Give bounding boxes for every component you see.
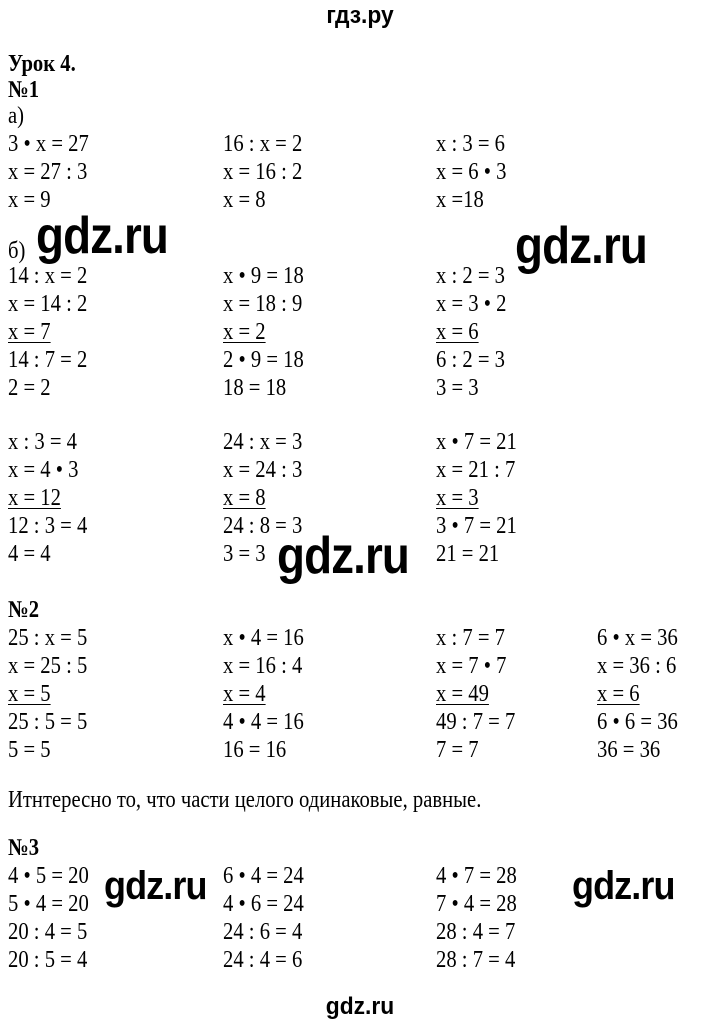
- equation: x : 7 = 7: [436, 625, 505, 651]
- equation: x = 24 : 3: [223, 457, 303, 483]
- equation-answer: x = 2: [223, 319, 266, 345]
- equation: 4 • 7 = 28: [436, 863, 517, 889]
- equation: 6 • 4 = 24: [223, 863, 304, 889]
- equation-answer: x = 4: [223, 681, 266, 707]
- equation: x = 6 • 3: [436, 159, 507, 185]
- equation-check: 25 : 5 = 5: [8, 709, 88, 735]
- equation-check: 4 • 4 = 16: [223, 709, 304, 735]
- task1-part-b-label: б): [8, 238, 26, 264]
- equation: 4 • 5 = 20: [8, 863, 89, 889]
- watermark: gdz.ru: [277, 527, 409, 585]
- equation-check: 49 : 7 = 7: [436, 709, 516, 735]
- equation-answer: x = 8: [223, 485, 266, 511]
- equation: x = 16 : 2: [223, 159, 303, 185]
- equation-check: 5 = 5: [8, 737, 51, 763]
- equation: 5 • 4 = 20: [8, 891, 89, 917]
- equation: x = 21 : 7: [436, 457, 516, 483]
- equation: x = 14 : 2: [8, 291, 88, 317]
- equation-check: 2 = 2: [8, 375, 51, 401]
- equation: x • 7 = 21: [436, 429, 517, 455]
- equation: x = 4 • 3: [8, 457, 79, 483]
- equation: 20 : 5 = 4: [8, 947, 88, 973]
- task1-part-a-label: а): [8, 103, 25, 129]
- watermark: gdz.ru: [104, 864, 207, 908]
- equation-check: 3 • 7 = 21: [436, 513, 517, 539]
- equation-answer: x = 6: [597, 681, 640, 707]
- equation: 6 • x = 36: [597, 625, 678, 651]
- equation: x = 16 : 4: [223, 653, 303, 679]
- equation: 24 : 4 = 6: [223, 947, 303, 973]
- equation-check: 2 • 9 = 18: [223, 347, 304, 373]
- equation: 24 : x = 3: [223, 429, 303, 455]
- equation: 3 • x = 27: [8, 131, 89, 157]
- equation: x : 3 = 4: [8, 429, 77, 455]
- equation: 24 : 6 = 4: [223, 919, 303, 945]
- equation-check: 6 • 6 = 36: [597, 709, 678, 735]
- equation: 25 : x = 5: [8, 625, 88, 651]
- task1-label: №1: [8, 77, 40, 103]
- watermark: gdz.ru: [36, 207, 168, 265]
- equation-answer: x = 6: [436, 319, 479, 345]
- equation: 14 : x = 2: [8, 263, 88, 289]
- equation-check: 21 = 21: [436, 541, 500, 567]
- equation-check: 12 : 3 = 4: [8, 513, 88, 539]
- equation-answer: x = 5: [8, 681, 51, 707]
- equation-answer: x = 49: [436, 681, 489, 707]
- equation-check: 7 = 7: [436, 737, 479, 763]
- equation: 16 : x = 2: [223, 131, 303, 157]
- equation-answer: x = 3: [436, 485, 479, 511]
- equation-check: 24 : 8 = 3: [223, 513, 303, 539]
- equation: 20 : 4 = 5: [8, 919, 88, 945]
- task3-label: №3: [8, 835, 40, 861]
- equation: x = 7 • 7: [436, 653, 507, 679]
- watermark: gdz.ru: [572, 864, 675, 908]
- equation-check: 3 = 3: [223, 541, 266, 567]
- equation: 7 • 4 = 28: [436, 891, 517, 917]
- task2-note: Итнтересно то, что части целого одинаковые, равные.: [8, 787, 482, 813]
- equation: 28 : 7 = 4: [436, 947, 516, 973]
- footer-watermark: gdz.ru: [325, 993, 395, 1020]
- equation-answer: x = 7: [8, 319, 51, 345]
- equation-check: 4 = 4: [8, 541, 51, 567]
- equation-check: 6 : 2 = 3: [436, 347, 505, 373]
- equation: x • 4 = 16: [223, 625, 304, 651]
- lesson-title: Урок 4.: [8, 51, 76, 77]
- equation: x : 2 = 3: [436, 263, 505, 289]
- equation-check: 16 = 16: [223, 737, 287, 763]
- equation-check: 14 : 7 = 2: [8, 347, 88, 373]
- equation: x = 9: [8, 187, 51, 213]
- equation: x = 8: [223, 187, 266, 213]
- equation-check: 36 = 36: [597, 737, 661, 763]
- header-watermark: гдз.ру: [326, 2, 394, 29]
- equation-check: 3 = 3: [436, 375, 479, 401]
- equation: x = 18 : 9: [223, 291, 303, 317]
- equation-check: 18 = 18: [223, 375, 287, 401]
- equation: x = 36 : 6: [597, 653, 677, 679]
- task2-label: №2: [8, 597, 40, 623]
- equation: x : 3 = 6: [436, 131, 505, 157]
- equation: x = 25 : 5: [8, 653, 88, 679]
- equation: x = 27 : 3: [8, 159, 88, 185]
- equation: x • 9 = 18: [223, 263, 304, 289]
- watermark: gdz.ru: [515, 217, 647, 275]
- equation: x = 3 • 2: [436, 291, 507, 317]
- equation: x =18: [436, 187, 484, 213]
- equation: 28 : 4 = 7: [436, 919, 516, 945]
- equation: 4 • 6 = 24: [223, 891, 304, 917]
- equation-answer: x = 12: [8, 485, 61, 511]
